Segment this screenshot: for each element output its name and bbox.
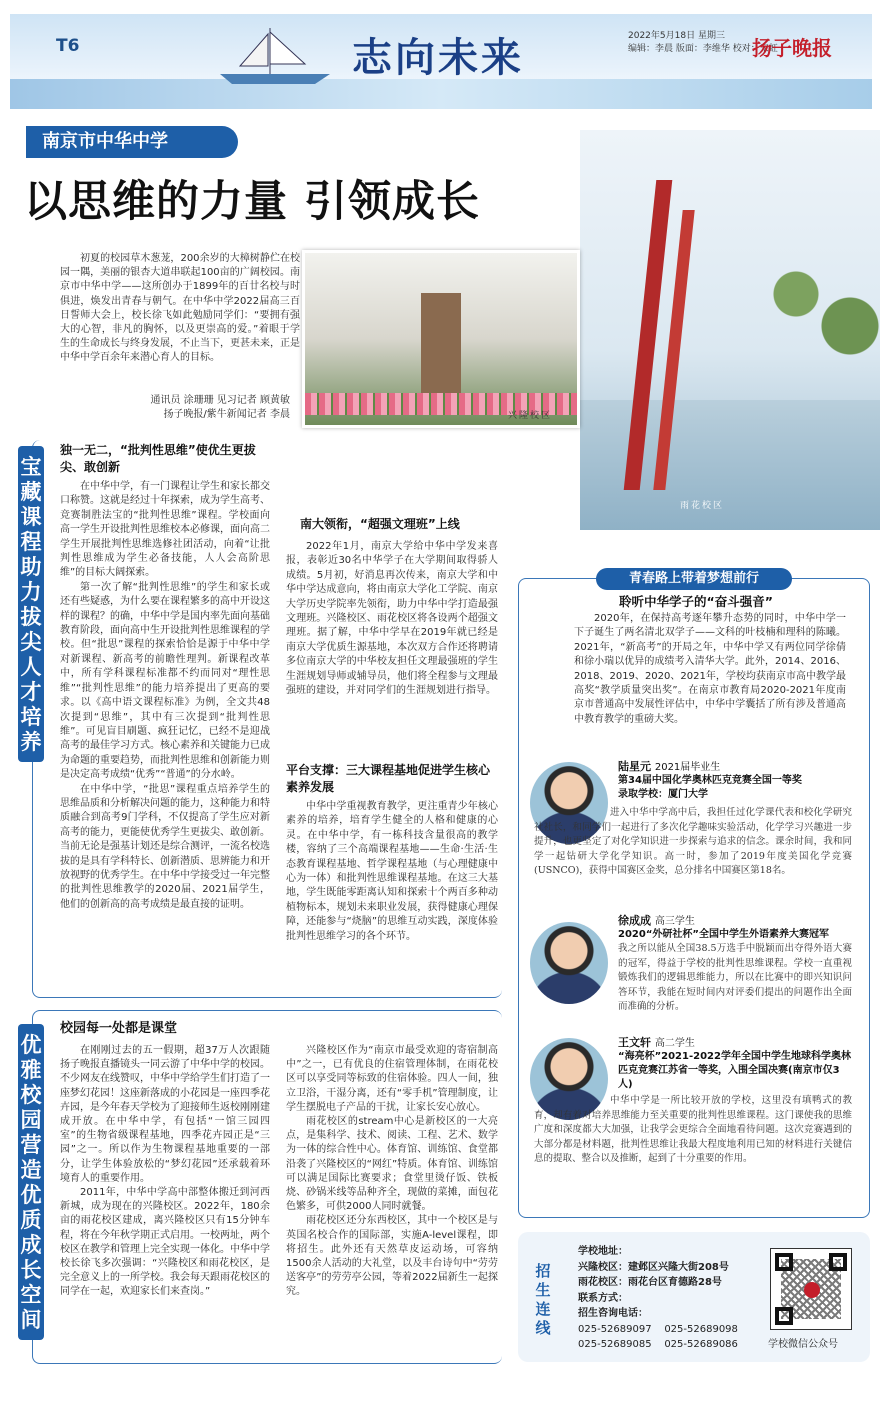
student-3 bbox=[618, 1034, 852, 1092]
phone-label: 招生咨询电话： bbox=[578, 1308, 648, 1319]
sec1-body bbox=[60, 480, 270, 912]
phone-3: 025-52689085 bbox=[578, 1339, 652, 1350]
sec3-body bbox=[286, 800, 498, 944]
intro-paragraph: 初夏的校园草木葱茏，200余岁的大樟树静伫在校园一隅，美丽的银杏大道串联起100亩的广阔校园。南京市中华中学——这所创办于1899年的百廿名校与时俱进，焕发出青春与朝气。在中华中学2022届高三百日誓师大会上，校长徐飞如此勉励同学们：“要拥有强大的心智，非凡的胸怀，以及更崇高的爱。”着眼于学生的生命成长与终身发展，不止当下，更甚未来，正是中华中学百余年来潜心育人的目标。 bbox=[60, 253, 300, 364]
xinglong-address: 兴隆校区：建邺区兴隆大街208号 bbox=[578, 1261, 729, 1273]
sec4-p3: 兴隆校区作为“南京市最受欢迎的寄宿制高中”之一，已有优良的住宿管理体制，在雨花校区可以享受同等标致的住宿体验。四人一间，独立卫浴，干湿分离，还有“零手机”管理制度，让学生摆脱电子产品的干扰，让家长安心放心。 bbox=[286, 1045, 498, 1113]
sec4-title: 校园每一处都是课堂 bbox=[60, 1021, 178, 1036]
wechat-qr-code[interactable] bbox=[770, 1248, 852, 1330]
inset-photo bbox=[302, 250, 580, 428]
sec4-p4: 雨花校区的stream中心是新校区的一大亮点，是集科学、技术、阅读、工程、艺术、数学为一体的综合性中心。体育馆、训练馆、食堂都沿袭了兴隆校区的“网红”特质。体育馆、训练馆可以满足国际比赛要求；食堂里烫仔饭、铁板烧、砂锅米线等品种齐全，现做的菜摊，面包花色繁多，可供2000人同时就餐。 bbox=[286, 1116, 498, 1213]
student-1-name: 陆星元 bbox=[618, 760, 651, 773]
student-2-grade: 高三学生 bbox=[654, 916, 695, 927]
page-number: T6 bbox=[56, 36, 80, 56]
sec1-p3: 在中华中学，“批思”课程重点培养学生的思维品质和分析解决问题的能力，这种能力和特质融合到高考9门学科，不仅提高了学生应对新高考的能力，更能使优秀学生更拔尖、敢创新。当前无论是强基计划还是综合测评，一流名校选拔的是具有学科特长、创新潜质、思辨能力和开放视野的优秀学生。在中华中学接受过一年完整的批判性思维教学的2020届、2021届学生，他们的创新高的高考成绩是最直接的证明。 bbox=[60, 783, 270, 910]
editors: 编辑：李晨 版面：李维华 校对：宋虹 bbox=[628, 44, 778, 54]
paper-logo: 扬子晚报 bbox=[752, 36, 832, 60]
column-title: 志向未来 bbox=[352, 34, 524, 81]
student-2-name: 徐成成 bbox=[618, 914, 651, 927]
photo-trees bbox=[760, 230, 880, 390]
qr-finder-2 bbox=[829, 1253, 847, 1271]
contact-method-label: 联系方式： bbox=[578, 1292, 628, 1304]
sec1-p1: 在中华中学，有一门课程让学生和家长都交口称赞。这就是经过十年探索，成为学生高考、竞赛制胜法宝的“批判性思维”课程。学校面向高一学生开设批判性思维校本必修课，面向高二学生开展批判性思维选修社团活动，向着“让批判性思维成为学生必备技能，人人会高阶思维”的目标大阔探索。 bbox=[60, 481, 270, 579]
sec4-p2: 2011年，中华中学高中部整体搬迁到河西新城，成为现在的兴隆校区。2022年，180余亩的雨花校区建成，离兴隆校区只有15分钟车程，将在今年秋学期正式启用。一校两址，两个校区在教学和管理上完全实现一体化。中华中学校长徐飞多次强调：“兴隆校区和雨花校区，是完全意义上的一所学校。我会每天跟雨花校区的同学在一起，欢迎家长们来查岗。” bbox=[60, 1187, 270, 1298]
sec3-p1: 中华中学重视教育教学，更注重青少年核心素养的培养，培育学生健全的人格和健康的心灵。在中华中学，有一栋科技含量很高的教学楼，容纳了三个高端课程基地——生命·生活·生态教育课程基地、哲学课程基地（与心理健康中心为一体）和批判性思维课程基地。在这三大基地，学生既能零距离认知和探索十个两百多种动植物标本，规划未来职业发展，获得健康心理保障，还能参与“烧脑”的思维互动实践，深度体验批判性思维学习的各个环节。 bbox=[286, 801, 498, 942]
phone-4: 025-52689086 bbox=[664, 1339, 738, 1350]
inset-photo-caption: 兴隆校区 bbox=[508, 411, 553, 421]
headline: 以思维的力量 引领成长 bbox=[24, 177, 480, 227]
yuhua-address: 雨花校区：雨花台区育德路28号 bbox=[578, 1277, 722, 1288]
wave-decoration bbox=[10, 79, 872, 109]
student-2-quote: 我之所以能从全国38.5万选手中脱颖而出夺得外语大赛的冠军，得益于学校的批判性思维课程。学校一直重视锻炼我们的逻辑思维能力，所以在比赛中的即兴知识问答环节，我能在短时间内对评委们提出的问题作出全面而准确的分析。 bbox=[618, 943, 852, 1012]
youth-intro bbox=[574, 612, 846, 727]
sailing-ship-icon bbox=[210, 24, 340, 86]
student-1 bbox=[618, 758, 852, 802]
address-label: 学校地址： bbox=[578, 1246, 628, 1257]
contact-info bbox=[578, 1244, 738, 1353]
byline-2: 扬子晚报/紫牛新闻记者 李晨 bbox=[163, 409, 290, 421]
student-2-header bbox=[618, 912, 852, 928]
school-tag: 南京市中华中学 bbox=[26, 126, 238, 158]
qr-caption: 学校微信公众号 bbox=[768, 1339, 838, 1350]
sec2-body bbox=[286, 540, 498, 698]
student-1-award: 第34届中国化学奥林匹克竞赛全国一等奖 bbox=[618, 775, 802, 786]
main-photo-caption: 雨花校区 bbox=[680, 501, 725, 511]
youth-title: 青春路上带着梦想前行 bbox=[596, 568, 792, 590]
student-1-header bbox=[618, 758, 852, 774]
student-3-header bbox=[618, 1034, 852, 1050]
sidebar-title-1: 宝藏课程助力拔尖人才培养 bbox=[18, 446, 44, 762]
student-3-quote: 中华中学是一所比较开放的学校，这里没有填鸭式的教育，却有着对培养思维能力至关重要的批判性思维课程。这门课使我的思维广度和深度都大大加强，让我学会更综合全面地看待问题。这次竞赛遇到的大部分都是材料题，批判性思维让我最大程度地利用已知的材料进行关键信息的提取、整合以及推断，起到了十分重要的作用。 bbox=[534, 1095, 852, 1164]
student-1-admit: 录取学校：厦门大学 bbox=[618, 789, 708, 800]
date: 2022年5月18日 星期三 bbox=[628, 31, 725, 41]
phone-2: 025-52689098 bbox=[664, 1323, 738, 1335]
sec2-p1: 2022年1月，南京大学给中华中学发来喜报，表彰近30名中华学子在大学期间取得骄人成绩。5月初，好消息再次传来，南京大学和中华中学达成意向，将由南京大学化工学院、南京大学历史学院率先领衔，助力中华中学打造最强文理班。兴隆校区、雨花校区将各设两个超强文理班。据了解，中华中学早在2019年就已经是南京大学优质生源基地，本次双方合作还将聘请多位南京大学的中华校友担任文理最强班的学生生涯规划导师或辅导员，他们将全程参与文理最强班的建设，并对同学们的生涯规划进行指导。 bbox=[286, 541, 498, 697]
sidebar-title-2: 优雅校园营造优质成长空间 bbox=[18, 1024, 44, 1340]
intro-text bbox=[60, 252, 300, 366]
photo-stone-wall bbox=[421, 293, 461, 403]
qr-finder-1 bbox=[775, 1253, 793, 1271]
student-3-grade: 高二学生 bbox=[654, 1038, 695, 1049]
sec4-p5: 雨花校区还分东西校区，其中一个校区是与英国名校合作的国际部，实施A-level课程，即将招生。此外还有天然草皮运动场，可容纳1500余人活动的大礼堂，以及丰台诗句中“劳劳送客亭”的劳劳亭公园，等着2022届新生一起探究。 bbox=[286, 1215, 498, 1298]
byline-1: 通讯员 涂珊珊 见习记者 顾黄敏 bbox=[150, 395, 290, 406]
youth-subtitle: 聆听中华学子的“奋斗强音” bbox=[619, 594, 773, 609]
avatar-student-2 bbox=[530, 922, 608, 1004]
sec3-title: 平台支撑：三大课程基地促进学生核心素养发展 bbox=[286, 763, 491, 794]
sec1-p2: 第一次了解“批判性思维”的学生和家长或还有些疑惑，为什么要在课程繁多的高中开设这样的课程？的确，中华中学是国内率先面向基础教育阶段，面向高中生开设批判性思维课程的学校。但“批思”课程的探索恰恰是源于中华中学对新课程、新高考的前瞻性理判。新课程改革中，所有学科课程标准都不约而同对“理性思维”“批判性思维”的能力培养提出了更高的要求。以《高中语文课程标准》为例，全文共48次提到“思维”，其中有三次提到“批判性思维”。可见盲目刷题、疯狂记忆，已经不是迎战高考的最佳学习方式。核心素养和关键能力已成为命题的重要趋势，而批判性思维和创新能力则是决定高考成绩“优秀”“普通”的分水岭。 bbox=[60, 581, 270, 781]
qr-finder-3 bbox=[775, 1307, 793, 1325]
sec1-title: 独一无二，“批判性思维”使优生更拔尖、敢创新 bbox=[60, 443, 256, 474]
sec4-body-right bbox=[286, 1044, 498, 1300]
bylines bbox=[60, 394, 290, 423]
sec4-p1: 在刚刚过去的五一假期，超37万人次跟随扬子晚报直播镜头一同云游了中华中学的校园。不少网友在线赞叹，中华中学给学生们打造了一座梦幻花园！这座新落成的小花园是一座四季花卉园，是今年春天学校为了迎接师生返校刚刚建成开放。在中华中学，有包括“一馆三园四室”的生物省级课程基地，四季花卉园正是“三园”之一。所以作为生物课程基地重要的一部分，让学生体验放松的“梦幻花园”还承载着环境育人的重要作用。 bbox=[60, 1045, 270, 1184]
student-2-award: 2020“外研社杯”全国中学生外语素养大赛冠军 bbox=[618, 929, 829, 940]
student-3-name: 王文轩 bbox=[618, 1036, 651, 1049]
sec2-title: 南大领衔，“超强文理班”上线 bbox=[300, 517, 460, 531]
recruit-label: 招生连线 bbox=[535, 1262, 551, 1337]
photo-water-reflection bbox=[580, 400, 880, 530]
student-2 bbox=[618, 912, 852, 942]
student-3-award: “海亮杯”2021-2022学年全国中学生地球科学奥林匹克竞赛江苏省一等奖，入围全国决赛(南京市仅3人) bbox=[618, 1051, 851, 1090]
youth-intro-text: 2020年，在保持高考逐年攀升态势的同时，中华中学一下子诞生了两名清北双学子——文科的叶枝楠和理科的陈曦。2021年，“新高考”的开局之年，中华中学又有两位同学徐倩和徐小瑞以优异的成绩考入清华大学。此外，2014、2016、2018、2019、2020、2021年，学校均获南京市高中教学最高奖“教学质量突出奖”。在南京市教育局2020-2021年度南京市普通高中发展性评估中，中华中学囊括了所有涉及普通高中教育教学的重磅大奖。 bbox=[574, 613, 846, 725]
phone-1: 025-52689097 bbox=[578, 1323, 652, 1335]
student-1-quote: 进入中华中学高中后，我担任过化学课代表和校化学研究社社长，和同学们一起进行了多次化学趣味实验活动，化学学习兴趣进一步提升，也更坚定了对化学知识进一步探索与追求的信念。课余时间，我和同学一起钻研大学化学知识。高一时，参加了2019年度美国化学竞赛(USNCO)，获得中国赛区金奖，总分排名中国赛区第18名。 bbox=[534, 807, 852, 876]
student-1-grade: 2021届毕业生 bbox=[654, 762, 721, 773]
school-logo-icon bbox=[804, 1282, 820, 1298]
sec4-body-left bbox=[60, 1044, 270, 1300]
